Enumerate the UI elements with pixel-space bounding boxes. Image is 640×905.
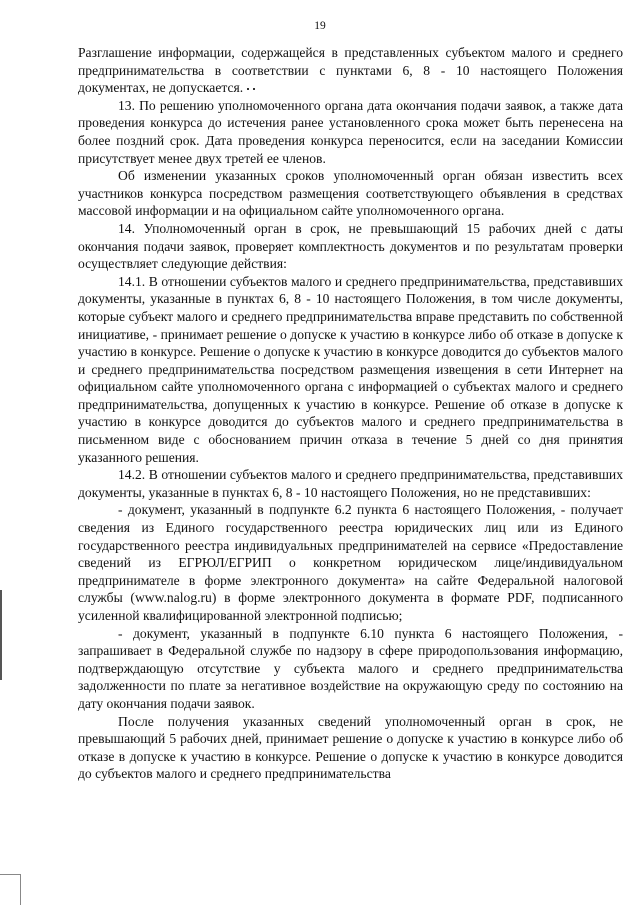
paragraph-14-2: 14.2. В отношении субъектов малого и среднего предпринимательства, представивших документы, указанные в пунктах 6, 8 - 10 настоящего Положения, но не представивших: [78,467,623,500]
paragraph-14: 14. Уполномоченный орган в срок, не превышающий 15 рабочих дней с даты окончания подачи заявок, проверяет комплектность документов и по результатам проверки осуществляет следующие действия: [78,220,623,272]
document-body [78,44,623,783]
paragraph-disclosure: Разглашение информации, содержащейся в представленных субъектом малого и среднего предпринимательства в соответствии с пунктами 6, 8 - 10 настоящего Положения документах, не допускается. [78,45,623,96]
scan-speck [247,88,249,90]
paragraph-14-1: 14.1. В отношении субъектов малого и среднего предпринимательства, представивших документы, указанные в пунктах 6, 8 - 10 настоящего Положения, в том числе документы, которые субъект малого и среднего предпринимательства вправе представить по собственной инициативе, - принимает решение о допуске к участию в конкурсе либо об отказе в допуске к участию в конкурсе. Решение о допуске к участию в конкурсе доводится до субъектов малого и среднего предпринимательства посредством размещения извещения в сети Интернет на официальном сайте уполномоченного органа с информацией о субъектах малого и среднего предпринимательства, допущенных к участию в конкурсе. Решение об отказе в допуске к участию в конкурсе доводится до субъектов малого и среднего предпринимательства в письменном виде с обоснованием причин отказа в течение 5 дней со дня принятия указанного решения. [78,273,623,465]
scan-speck [253,88,255,90]
scan-edge-mark [0,590,2,680]
list-item-document-6-10: - документ, указанный в подпункте 6.10 пункта 6 настоящего Положения, - запрашивает в Федеральной службе по надзору в сфере природопользования информацию, подтверждающую отсутствие у субъекта малого и среднего предпринимательства задолженности по плате за негативное воздействие на окружающую среду по состоянию на дату окончания подачи заявок. [78,625,623,711]
list-item-document-6-2: - документ, указанный в подпункте 6.2 пункта 6 настоящего Положения, - получает сведения из Единого государственного реестра юридических лиц или из Единого государственного реестра индивидуальных предпринимателей на сервисе «Предоставление сведений из ЕГРЮЛ/ЕГРИП о конкретном юридическом лице/индивидуальном предпринимателе в форме электронного документа» на сайте Федеральной налоговой службы (www.nalog.ru) в форме электронного документа в формате PDF, подписанного усиленной квалифицированной электронной подписью; [78,502,623,623]
paragraph-date-change-notice: Об изменении указанных сроков уполномоченный орган обязан известить всех участников конкурса посредством размещения соответствующего объявления в средствах массовой информации и на официальном сайте уполномоченного органа. [78,168,623,219]
page-number: 19 [314,20,326,32]
paragraph-after-receipt: После получения указанных сведений уполномоченный орган в срок, не превышающий 5 рабочих дней, принимает решение о допуске к участию в конкурсе либо об отказе в допуске к участию в конкурсе. Решение о допуске к участию в конкурсе доводится до субъектов малого и среднего предпринимательства [78,713,623,782]
paragraph-13: 13. По решению уполномоченного органа дата окончания подачи заявок, а также дата проведения конкурса до истечения ранее установленного срока может быть перенесена на более поздний срок. Дата проведения конкурса переносится, если на заседании Комиссии присутствует менее двух третей ее членов. [78,97,623,166]
scan-corner-mark [0,874,21,905]
